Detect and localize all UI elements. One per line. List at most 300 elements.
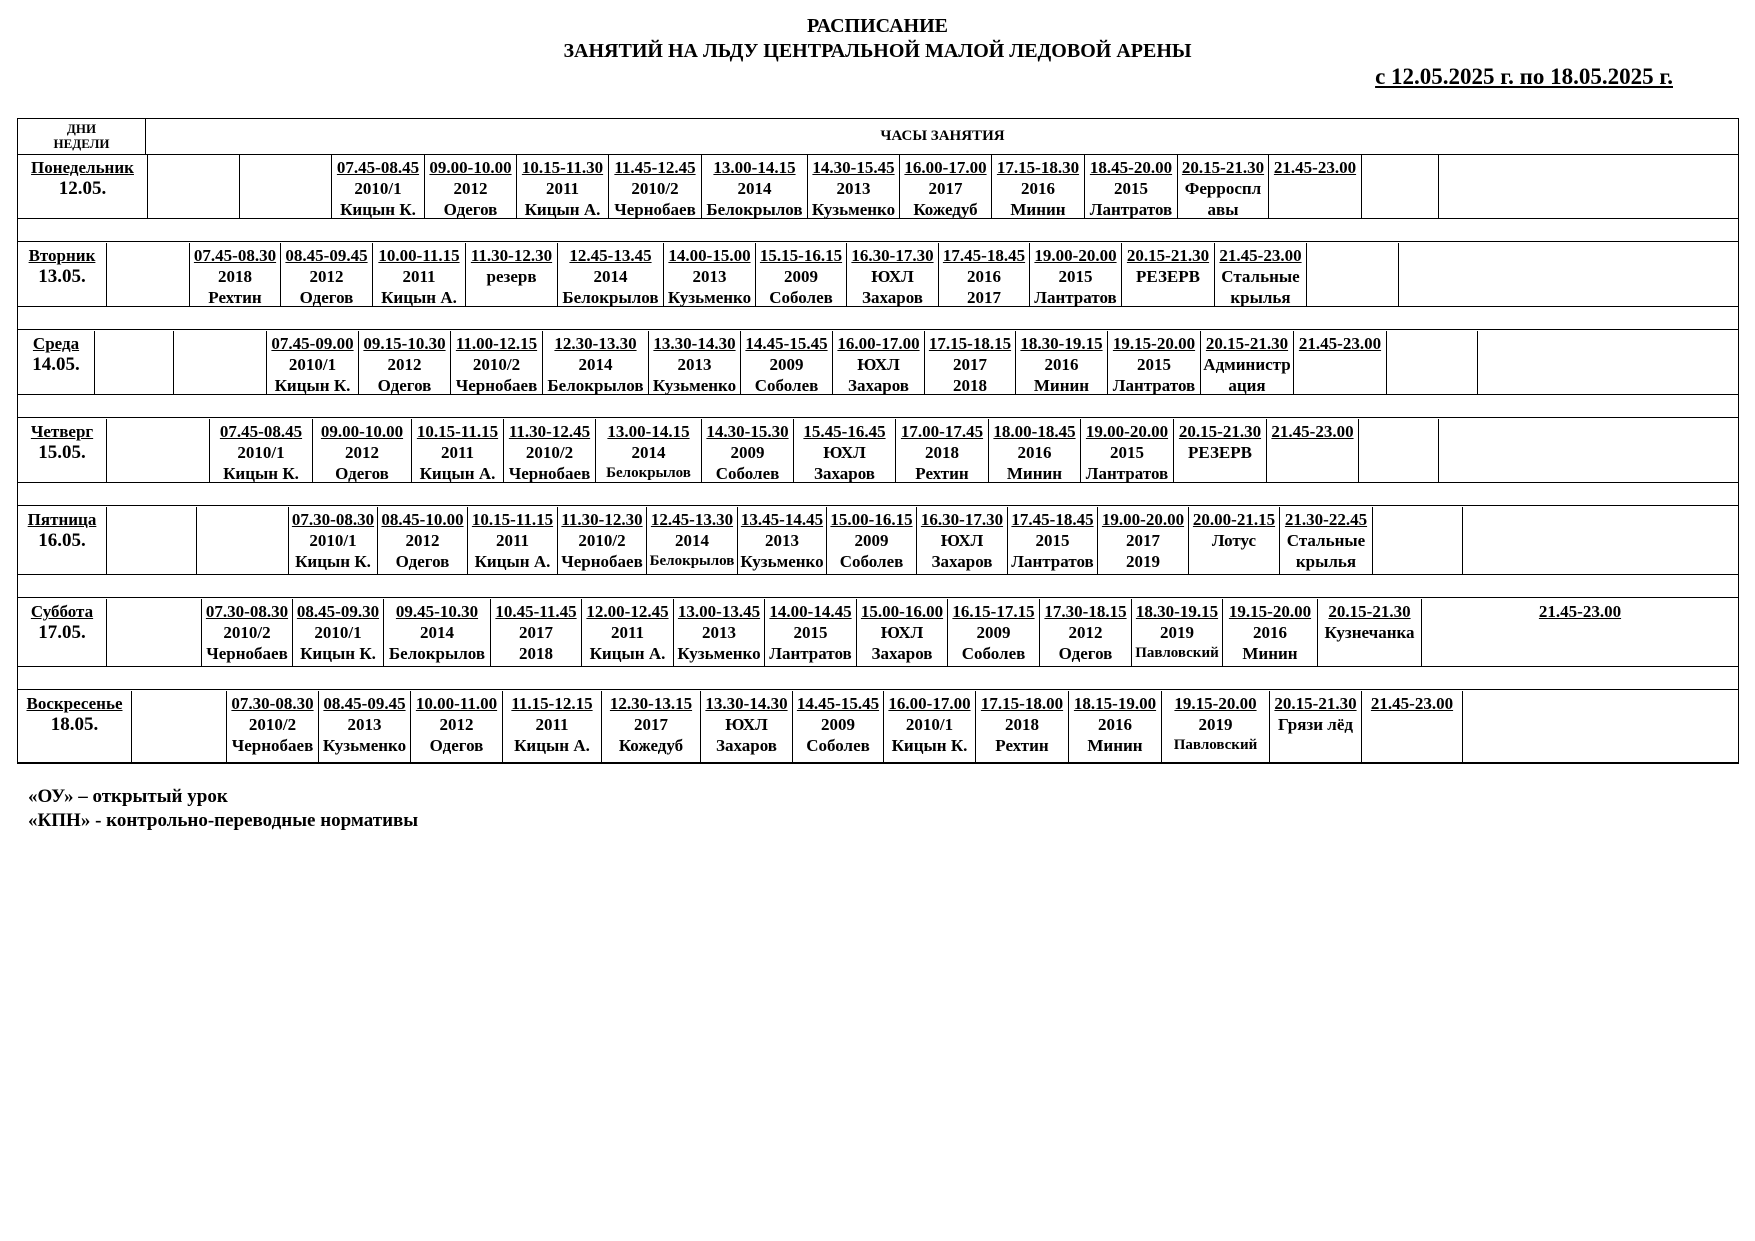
session-group: 2010/2 bbox=[631, 179, 679, 198]
session-time: 18.15-19.00 bbox=[1073, 694, 1157, 713]
session-coach: Кожедуб bbox=[618, 736, 684, 755]
session-coach: авы bbox=[1207, 200, 1239, 219]
session-group: 2016 bbox=[1017, 443, 1052, 462]
session-coach: Захаров bbox=[814, 464, 875, 483]
session-group: ЮХЛ bbox=[871, 267, 914, 286]
session-time: 21.45-23.00 bbox=[1370, 694, 1454, 713]
empty-cell bbox=[106, 507, 196, 574]
session-time: 16.00-17.00 bbox=[837, 334, 920, 353]
session-group: ЮХЛ bbox=[940, 531, 984, 550]
session-time: 20.15-21.30 bbox=[1205, 334, 1289, 353]
session-time: 11.30-12.30 bbox=[561, 510, 643, 529]
session-time: 08.45-09.30 bbox=[296, 602, 380, 621]
day-row-7 bbox=[18, 691, 1738, 763]
empty-cell bbox=[1398, 243, 1738, 306]
days-header-line2: НЕДЕЛИ bbox=[53, 136, 110, 151]
session-group: 2017 bbox=[928, 179, 963, 198]
session-coach: Лантратов bbox=[769, 644, 852, 663]
session-group: ЮХЛ bbox=[857, 355, 900, 374]
session-time: 19.00-20.00 bbox=[1085, 422, 1169, 441]
session-time: 07.30-08.30 bbox=[231, 694, 314, 713]
session-group: 2017 bbox=[519, 623, 553, 642]
session-time: 07.45-08.45 bbox=[219, 422, 303, 441]
session-time: 12.45-13.45 bbox=[569, 246, 652, 265]
session-coach: Одегов bbox=[377, 376, 432, 395]
session-coach: Минин bbox=[1010, 200, 1066, 219]
session-group: 2014 bbox=[578, 355, 613, 374]
session-coach: Соболев bbox=[769, 288, 833, 307]
session-coach: Минин bbox=[1087, 736, 1143, 755]
empty-cell bbox=[1306, 243, 1398, 306]
session-group: 2012 bbox=[439, 715, 474, 734]
session-cell bbox=[1177, 155, 1268, 218]
session-cell bbox=[1421, 599, 1738, 666]
session-group: 2019 bbox=[1160, 623, 1194, 642]
session-group: Лотус bbox=[1211, 531, 1257, 550]
session-cell bbox=[595, 419, 701, 482]
session-time: 15.00-16.00 bbox=[860, 602, 944, 621]
session-coach: Захаров bbox=[716, 736, 777, 755]
session-cell bbox=[209, 419, 312, 482]
session-group: 2014 bbox=[675, 531, 709, 550]
session-coach: ация bbox=[1228, 376, 1266, 395]
session-group: 2010/1 bbox=[314, 623, 362, 642]
row-spacer bbox=[18, 483, 1738, 506]
session-coach: Кузьменко bbox=[740, 552, 824, 571]
session-group: РЕЗЕРВ bbox=[1136, 267, 1200, 286]
session-coach: Захаров bbox=[862, 288, 923, 307]
session-coach: Чернобаев bbox=[206, 644, 288, 663]
session-group: 2015 bbox=[1110, 443, 1144, 462]
empty-cell bbox=[1358, 419, 1438, 482]
session-cell bbox=[673, 599, 764, 666]
session-coach: Рехтин bbox=[208, 288, 262, 307]
session-coach: Кицын К. bbox=[274, 376, 351, 395]
session-group: 2012 bbox=[453, 179, 488, 198]
session-group: 2012 bbox=[345, 443, 379, 462]
day-name: Пятница bbox=[27, 510, 97, 529]
session-time: 16.00-17.00 bbox=[904, 158, 987, 177]
session-time: 14.30-15.45 bbox=[812, 158, 895, 177]
session-coach: Кузьменко bbox=[322, 736, 407, 755]
session-time: 13.45-14.45 bbox=[740, 510, 824, 529]
session-time: 20.00-21.15 bbox=[1192, 510, 1276, 529]
session-group: ЮХЛ bbox=[823, 443, 866, 462]
day-name: Понедельник bbox=[31, 158, 134, 177]
session-group: 2013 bbox=[677, 355, 712, 374]
session-group: 2010/1 bbox=[354, 179, 402, 198]
session-cell bbox=[832, 331, 924, 394]
session-coach: Минин bbox=[1242, 644, 1298, 663]
days-column-header bbox=[18, 119, 146, 154]
session-cell bbox=[377, 507, 467, 574]
session-cell bbox=[1097, 507, 1188, 574]
session-time: 21.45-23.00 bbox=[1219, 246, 1302, 265]
session-coach: Чернобаев bbox=[231, 736, 314, 755]
session-cell bbox=[1161, 691, 1269, 762]
session-coach: Кицын А. bbox=[524, 200, 601, 219]
session-coach: Чернобаев bbox=[614, 200, 696, 219]
session-cell bbox=[410, 691, 502, 762]
empty-cell bbox=[131, 691, 226, 762]
session-cell bbox=[502, 691, 601, 762]
session-coach: Минин bbox=[1033, 376, 1090, 395]
session-time: 14.45-15.45 bbox=[745, 334, 828, 353]
session-cell bbox=[608, 155, 701, 218]
session-cell bbox=[1317, 599, 1421, 666]
session-time: 17.15-18.15 bbox=[928, 334, 1012, 353]
session-group: 2013 bbox=[692, 267, 727, 286]
session-time: 09.45-10.30 bbox=[395, 602, 479, 621]
session-group: 2011 bbox=[535, 715, 569, 734]
session-time: 07.45-08.30 bbox=[193, 246, 277, 265]
session-cell bbox=[1068, 691, 1161, 762]
session-time: 14.45-15.45 bbox=[796, 694, 880, 713]
hours-column-header: ЧАСЫ ЗАНЯТИЯ bbox=[880, 128, 1005, 144]
session-group: 2009 bbox=[730, 443, 765, 462]
session-coach: Лантратов bbox=[1011, 552, 1094, 571]
session-coach: Павловский bbox=[1173, 737, 1258, 753]
session-coach: Чернобаев bbox=[508, 464, 591, 483]
session-cell bbox=[846, 243, 938, 306]
session-group: 2009 bbox=[784, 267, 818, 286]
session-group: 2009 bbox=[821, 715, 855, 734]
day-date: 15.05. bbox=[38, 442, 86, 463]
day-date: 12.05. bbox=[58, 178, 107, 199]
session-coach: Белокрылов bbox=[706, 200, 803, 219]
days-header-line1: ДНИ bbox=[66, 121, 97, 136]
session-coach: Одегов bbox=[1058, 644, 1113, 663]
session-cell bbox=[1268, 155, 1361, 218]
session-coach: Одегов bbox=[395, 552, 450, 571]
session-group: 2013 bbox=[836, 179, 871, 198]
session-time: 12.45-13.30 bbox=[650, 510, 734, 529]
session-coach: Одегов bbox=[335, 464, 389, 483]
session-cell bbox=[924, 331, 1015, 394]
session-cell bbox=[1131, 599, 1222, 666]
session-cell bbox=[189, 243, 280, 306]
day-row-1 bbox=[18, 155, 1738, 219]
session-time: 09.15-10.30 bbox=[363, 334, 446, 353]
session-coach: 2018 bbox=[953, 376, 987, 395]
session-coach: Одегов bbox=[299, 288, 354, 307]
session-coach: крылья bbox=[1230, 288, 1291, 307]
session-time: 17.00-17.45 bbox=[900, 422, 984, 441]
session-group: 2011 bbox=[440, 443, 475, 462]
session-group: 2011 bbox=[495, 531, 530, 550]
session-time: 21.45-23.00 bbox=[1538, 602, 1622, 621]
session-time: 19.00-20.00 bbox=[1101, 510, 1185, 529]
session-time: 20.15-21.30 bbox=[1274, 694, 1357, 713]
session-group: 2010/2 bbox=[223, 623, 271, 642]
session-cell bbox=[280, 243, 372, 306]
session-time: 10.00-11.15 bbox=[378, 246, 460, 265]
session-time: 20.15-21.30 bbox=[1126, 246, 1210, 265]
session-cell bbox=[1039, 599, 1131, 666]
session-cell bbox=[1214, 243, 1306, 306]
session-group: 2010/1 bbox=[309, 531, 357, 550]
session-group: 2010/2 bbox=[248, 715, 297, 734]
session-time: 18.30-19.15 bbox=[1135, 602, 1219, 621]
session-group: 2018 bbox=[1005, 715, 1039, 734]
session-cell bbox=[991, 155, 1084, 218]
empty-cell bbox=[196, 507, 288, 574]
session-group: 2012 bbox=[309, 267, 344, 286]
session-group: резерв bbox=[486, 267, 537, 286]
session-group: 2017 bbox=[1126, 531, 1160, 550]
legend-ou: «ОУ» – открытый урок bbox=[28, 786, 228, 807]
session-group: Ферроспл bbox=[1184, 179, 1262, 198]
empty-cell bbox=[106, 243, 189, 306]
session-group: 2009 bbox=[976, 623, 1011, 642]
session-coach: Кицын А. bbox=[419, 464, 496, 483]
session-group: Стальные bbox=[1286, 531, 1366, 550]
session-coach: Кожедуб bbox=[913, 200, 978, 219]
day-label-cell bbox=[18, 243, 106, 306]
session-time: 14.00-15.00 bbox=[668, 246, 751, 265]
session-group: 2016 bbox=[1253, 623, 1287, 642]
session-coach: Кицын А. bbox=[381, 288, 457, 307]
session-group: Администр bbox=[1203, 355, 1291, 374]
session-coach: Соболев bbox=[961, 644, 1026, 663]
day-row-6 bbox=[18, 599, 1738, 667]
session-time: 09.00-10.00 bbox=[429, 158, 512, 177]
session-coach: Захаров bbox=[848, 376, 909, 395]
legend-kpn: «КПН» - контрольно-переводные нормативы bbox=[28, 810, 419, 831]
session-cell bbox=[793, 419, 895, 482]
session-cell bbox=[899, 155, 991, 218]
session-cell bbox=[856, 599, 947, 666]
row-spacer bbox=[18, 667, 1738, 690]
session-cell bbox=[1200, 331, 1293, 394]
session-coach: Захаров bbox=[871, 644, 933, 663]
session-coach: Лантратов bbox=[1089, 200, 1173, 219]
session-cell bbox=[1269, 691, 1361, 762]
session-group: 2012 bbox=[387, 355, 422, 374]
session-time: 20.15-21.30 bbox=[1328, 602, 1411, 621]
session-group: 2019 bbox=[1198, 715, 1233, 734]
session-cell bbox=[292, 599, 383, 666]
session-time: 19.15-20.00 bbox=[1174, 694, 1257, 713]
session-group: 2010/2 bbox=[472, 355, 521, 374]
session-group: 2010/2 bbox=[578, 531, 626, 550]
session-cell bbox=[312, 419, 411, 482]
session-group: Грязи лёд bbox=[1278, 715, 1353, 734]
schedule-subtitle: ЗАНЯТИЙ НА ЛЬДУ ЦЕНТРАЛЬНОЙ МАЛОЙ ЛЕДОВОЙ АРЕНЫ bbox=[563, 40, 1192, 62]
session-cell bbox=[358, 331, 450, 394]
session-time: 16.00-17.00 bbox=[888, 694, 971, 713]
empty-cell bbox=[106, 599, 201, 666]
session-coach: Кицын К. bbox=[295, 552, 371, 571]
session-cell bbox=[1222, 599, 1317, 666]
session-time: 13.00-13.45 bbox=[677, 602, 761, 621]
session-cell bbox=[792, 691, 883, 762]
session-time: 10.15-11.30 bbox=[521, 158, 604, 177]
session-cell bbox=[601, 691, 700, 762]
session-group: 2013 bbox=[347, 715, 382, 734]
session-time: 08.45-09.45 bbox=[285, 246, 368, 265]
session-time: 14.00-14.45 bbox=[769, 602, 852, 621]
session-group: Стальные bbox=[1221, 267, 1300, 286]
day-name: Вторник bbox=[28, 246, 96, 265]
session-coach: Соболев bbox=[715, 464, 780, 483]
session-time: 12.30-13.30 bbox=[554, 334, 637, 353]
empty-cell bbox=[173, 331, 266, 394]
session-cell bbox=[895, 419, 988, 482]
session-coach: Чернобаев bbox=[561, 552, 643, 571]
empty-cell bbox=[1462, 507, 1738, 574]
day-row-5 bbox=[18, 507, 1738, 575]
session-coach: Кицын К. bbox=[300, 644, 376, 663]
session-group: 2009 bbox=[854, 531, 889, 550]
session-cell bbox=[764, 599, 856, 666]
session-coach: Одегов bbox=[429, 736, 484, 755]
session-time: 11.45-12.45 bbox=[614, 158, 696, 177]
day-label-cell bbox=[18, 155, 147, 218]
session-group: РЕЗЕРВ bbox=[1188, 443, 1252, 462]
session-time: 09.00-10.00 bbox=[320, 422, 404, 441]
session-time: 12.00-12.45 bbox=[586, 602, 669, 621]
session-coach: Белокрылов bbox=[649, 553, 735, 569]
session-cell bbox=[467, 507, 557, 574]
session-coach: Захаров bbox=[931, 552, 993, 571]
session-coach: 2019 bbox=[1126, 552, 1160, 571]
session-cell bbox=[424, 155, 516, 218]
table-header-row bbox=[18, 119, 1738, 155]
session-cell bbox=[1266, 419, 1358, 482]
session-coach: Лантратов bbox=[1085, 464, 1169, 483]
day-row-2 bbox=[18, 243, 1738, 307]
session-cell bbox=[318, 691, 410, 762]
session-cell bbox=[411, 419, 503, 482]
session-coach: Рехтин bbox=[915, 464, 969, 483]
session-cell bbox=[516, 155, 608, 218]
session-cell bbox=[988, 419, 1080, 482]
schedule-table bbox=[17, 118, 1739, 764]
session-cell bbox=[755, 243, 846, 306]
empty-cell bbox=[1438, 155, 1738, 218]
day-date: 16.05. bbox=[38, 530, 86, 551]
session-cell bbox=[1029, 243, 1121, 306]
session-cell bbox=[916, 507, 1007, 574]
session-coach: Кицын А. bbox=[474, 552, 551, 571]
session-group: 2018 bbox=[925, 443, 959, 462]
session-time: 15.45-16.45 bbox=[803, 422, 886, 441]
session-time: 17.45-18.45 bbox=[942, 246, 1026, 265]
session-group: 2013 bbox=[702, 623, 736, 642]
session-coach: Лантратов bbox=[1112, 376, 1196, 395]
session-time: 08.45-09.45 bbox=[323, 694, 406, 713]
session-cell bbox=[1361, 691, 1462, 762]
day-label-cell bbox=[18, 331, 94, 394]
session-group: 2014 bbox=[420, 623, 454, 642]
session-time: 15.15-16.15 bbox=[759, 246, 843, 265]
session-time: 17.15-18.00 bbox=[980, 694, 1064, 713]
empty-cell bbox=[1438, 419, 1738, 482]
day-label-cell bbox=[18, 419, 106, 482]
session-cell bbox=[557, 507, 646, 574]
session-group: 2016 bbox=[967, 267, 1001, 286]
session-group: ЮХЛ bbox=[880, 623, 924, 642]
session-time: 16.30-17.30 bbox=[851, 246, 934, 265]
session-cell bbox=[201, 599, 292, 666]
session-coach: Соболев bbox=[839, 552, 904, 571]
session-coach: Кицын А. bbox=[589, 644, 666, 663]
session-group: 2015 bbox=[1137, 355, 1171, 374]
session-cell bbox=[663, 243, 755, 306]
session-time: 21.45-23.00 bbox=[1298, 334, 1382, 353]
session-cell bbox=[648, 331, 740, 394]
session-time: 18.00-18.45 bbox=[993, 422, 1076, 441]
empty-cell bbox=[106, 419, 209, 482]
session-coach: Белокрылов bbox=[547, 376, 644, 395]
session-time: 17.30-18.15 bbox=[1044, 602, 1127, 621]
empty-cell bbox=[1477, 331, 1738, 394]
session-group: 2011 bbox=[545, 179, 580, 198]
session-coach: Кицын А. bbox=[514, 736, 590, 755]
session-cell bbox=[646, 507, 737, 574]
session-group: 2015 bbox=[793, 623, 828, 642]
day-name: Суббота bbox=[30, 602, 94, 621]
day-label-cell bbox=[18, 507, 106, 574]
session-time: 13.00-14.15 bbox=[713, 158, 796, 177]
session-group: 2016 bbox=[1098, 715, 1132, 734]
session-coach: Кузьменко bbox=[811, 200, 896, 219]
session-time: 17.45-18.45 bbox=[1011, 510, 1094, 529]
day-row-3 bbox=[18, 331, 1738, 395]
session-time: 20.15-21.30 bbox=[1178, 422, 1262, 441]
session-group: 2012 bbox=[1068, 623, 1103, 642]
session-cell bbox=[383, 599, 490, 666]
session-group: 2015 bbox=[1114, 179, 1148, 198]
session-cell bbox=[1121, 243, 1214, 306]
session-cell bbox=[1080, 419, 1173, 482]
session-group: 2012 bbox=[405, 531, 440, 550]
session-time: 14.30-15.30 bbox=[706, 422, 789, 441]
schedule-title: РАСПИСАНИЕ bbox=[806, 15, 948, 37]
row-spacer bbox=[18, 219, 1738, 242]
session-cell bbox=[288, 507, 377, 574]
session-time: 07.45-08.45 bbox=[336, 158, 420, 177]
session-cell bbox=[1279, 507, 1372, 574]
session-group: 2010/1 bbox=[905, 715, 954, 734]
session-group: ЮХЛ bbox=[725, 715, 768, 734]
session-cell bbox=[503, 419, 595, 482]
session-time: 07.30-08.30 bbox=[291, 510, 375, 529]
session-time: 19.00-20.00 bbox=[1034, 246, 1117, 265]
session-time: 18.45-20.00 bbox=[1089, 158, 1173, 177]
session-cell bbox=[1173, 419, 1266, 482]
session-coach: Чернобаев bbox=[455, 376, 538, 395]
day-name: Воскресенье bbox=[26, 694, 123, 713]
session-time: 15.00-16.15 bbox=[830, 510, 913, 529]
session-time: 10.15-11.15 bbox=[416, 422, 499, 441]
empty-cell bbox=[1361, 155, 1438, 218]
day-date: 17.05. bbox=[38, 622, 86, 643]
session-group: 2018 bbox=[218, 267, 252, 286]
session-time: 08.45-10.00 bbox=[381, 510, 464, 529]
session-time: 11.00-12.15 bbox=[455, 334, 538, 353]
day-row-4 bbox=[18, 419, 1738, 483]
session-cell bbox=[1007, 507, 1097, 574]
session-time: 10.15-11.15 bbox=[471, 510, 554, 529]
session-coach: Кицын К. bbox=[223, 464, 299, 483]
session-time: 19.15-20.00 bbox=[1228, 602, 1312, 621]
session-cell bbox=[737, 507, 826, 574]
session-cell bbox=[826, 507, 916, 574]
session-group: Кузнечанка bbox=[1324, 623, 1415, 642]
day-date: 13.05. bbox=[38, 266, 86, 287]
